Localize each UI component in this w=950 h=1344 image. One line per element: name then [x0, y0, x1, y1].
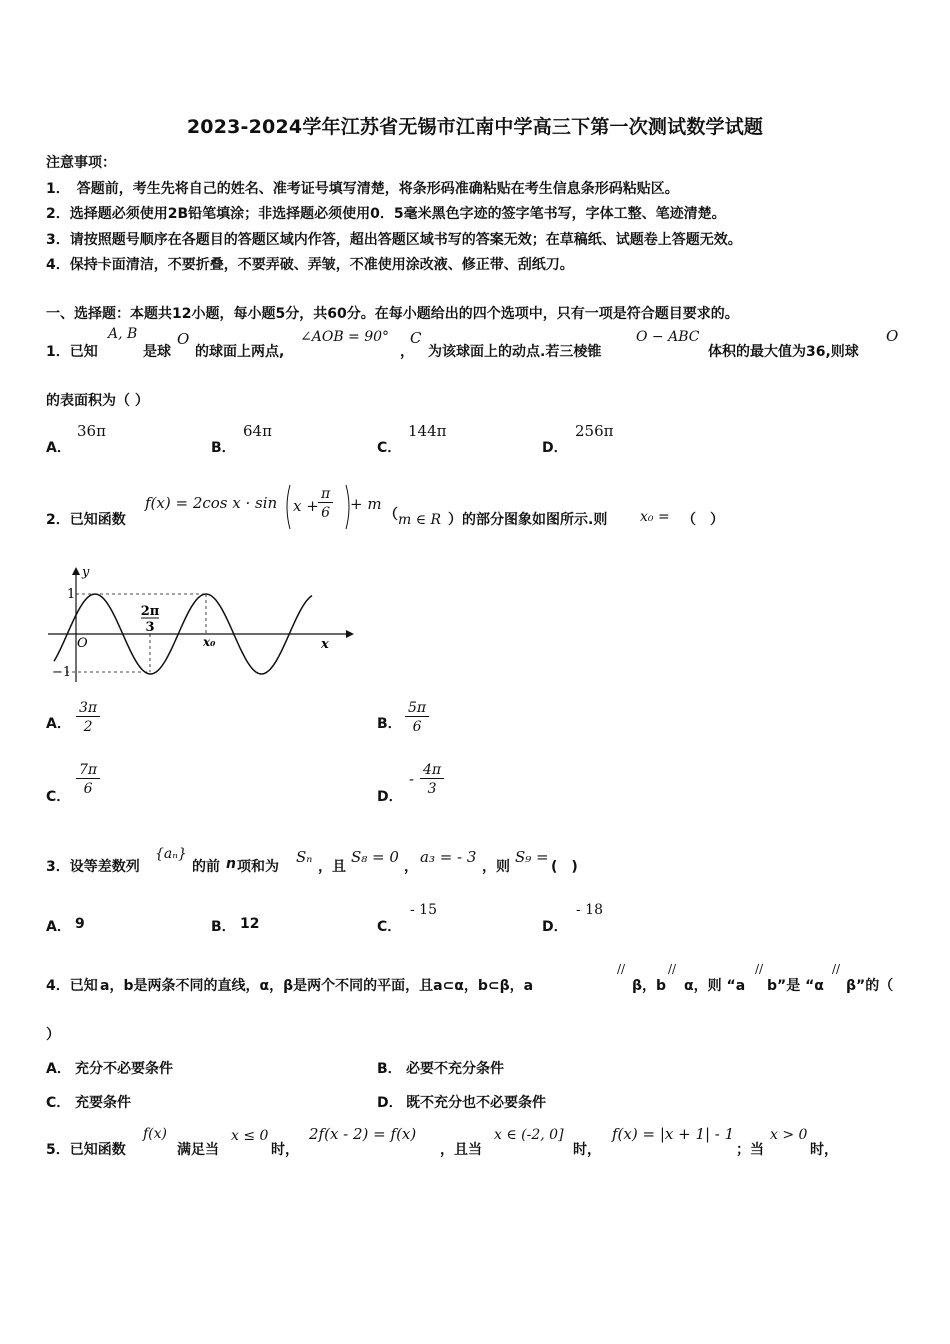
- q2-graph: [40, 560, 360, 688]
- q4-parallel-4: //: [832, 962, 841, 976]
- q4-text-3: β，b: [632, 978, 667, 994]
- q2-func-frac-den: 6: [321, 505, 331, 521]
- q2-func-c: + m: [350, 495, 382, 513]
- q4-text-5: b”是 “α: [767, 978, 824, 994]
- q5-math-4: x ∈ (-2, 0]: [494, 1127, 564, 1143]
- q3-a3: a₃ = - 3: [420, 848, 477, 866]
- notice-item-1: 1． 答题前，考生先将自己的姓名、准考证号填写清楚，将条形码准确粘贴在考生信息条形码粘贴区。: [46, 181, 679, 197]
- q2-x0: x₀ =: [640, 509, 670, 525]
- q2-option-d-sign: -: [409, 770, 415, 788]
- q5-text-1: 5．已知函数: [46, 1142, 126, 1158]
- q1-text-2: 是球: [143, 344, 171, 360]
- q4-parallel-2: //: [668, 962, 677, 976]
- q3-sn: Sₙ: [296, 848, 313, 866]
- q4-text-6: β”的（: [846, 978, 894, 994]
- q4-option-b-value: 必要不充分条件: [406, 1061, 504, 1077]
- q2-option-c-den: 6: [83, 781, 93, 797]
- graph-one-label: 1: [67, 587, 76, 602]
- q1-math-o2: O: [886, 327, 899, 345]
- q2-option-b-label[interactable]: B．: [377, 716, 402, 732]
- graph-x-label: x: [321, 637, 329, 652]
- q2-option-d-label[interactable]: D．: [377, 789, 403, 805]
- q5-text-2: 满足当: [177, 1142, 219, 1158]
- q5-text-7: 时，: [810, 1142, 838, 1158]
- q5-math-3: 2f(x - 2) = f(x): [309, 1125, 417, 1143]
- q4-text-1: 4．已知: [46, 978, 98, 994]
- graph-x-arrow: [346, 630, 354, 638]
- notice-item-3: 3．请按照题号顺序在各题目的答题区域内作答，超出答题区域书写的答案无效；在草稿纸、试题卷上答题无效。: [46, 232, 742, 248]
- q3-option-c-label[interactable]: C．: [377, 919, 402, 935]
- q1-math-ab: A, B: [108, 326, 138, 342]
- q3-option-b-label[interactable]: B．: [211, 919, 236, 935]
- q2-option-a-den: 2: [83, 719, 93, 735]
- graph-mark-num: 2π: [140, 604, 160, 619]
- q3-text-6: ，则: [482, 859, 510, 875]
- notice-item-2: 2．选择题必须使用2B铅笔填涂；非选择题必须使用0．5毫米黑色字迹的签字笔书写，字体工整、笔迹清楚。: [46, 206, 726, 222]
- q3-text-2: 的前: [192, 859, 220, 875]
- q1-option-b-value: 64π: [243, 422, 272, 440]
- graph-x0-label: x₀: [203, 635, 216, 649]
- q3-option-d-label[interactable]: D．: [542, 919, 568, 935]
- q3-option-a-label[interactable]: A．: [46, 919, 71, 935]
- q1-math-c: C: [410, 329, 422, 347]
- q2-option-b-num: 5π: [405, 700, 429, 717]
- q3-text-3: 项和为: [237, 859, 279, 875]
- q5-text-4: ，且当: [440, 1142, 482, 1158]
- q1-option-a-value: 36π: [77, 422, 106, 440]
- q3-option-b-value: 12: [240, 916, 260, 932]
- q1-option-d-label[interactable]: D．: [542, 440, 568, 456]
- q3-option-a-value: 9: [75, 916, 85, 932]
- q1-text-1: 1．已知: [46, 344, 98, 360]
- q5-text-3: 时，: [271, 1142, 299, 1158]
- q2-option-a-label[interactable]: A．: [46, 716, 71, 732]
- q1-math-angle: ∠AOB = 90°: [300, 329, 390, 345]
- q4-option-c-value: 充要条件: [75, 1095, 131, 1111]
- q2-option-c-num: 7π: [76, 762, 100, 779]
- graph-neg-one-label: −1: [52, 665, 72, 680]
- page-title: 2023-2024学年江苏省无锡市江南中学高三下第一次测试数学试题: [186, 116, 764, 138]
- q3-s9: S₉ =: [515, 848, 549, 866]
- graph-mark-den: 3: [145, 620, 155, 635]
- q2-option-d-frac: [420, 762, 444, 797]
- q1-math-o: O: [177, 330, 190, 348]
- q2-option-c-label[interactable]: C．: [46, 789, 71, 805]
- q1-text-3: 的球面上两点,: [195, 344, 285, 360]
- section-heading: 一、选择题：本题共12小题，每小题5分，共60分。在每小题给出的四个选项中，只有一项是符合题目要求的。: [46, 306, 739, 322]
- q5-text-5: 时，: [573, 1142, 601, 1158]
- q1-text-4: ，: [400, 344, 414, 360]
- q5-math-2: x ≤ 0: [231, 1128, 269, 1144]
- q2-condition: m ∈ R: [398, 512, 442, 528]
- q3-text-5: ，: [404, 859, 418, 875]
- q2-option-c-frac: [76, 762, 100, 797]
- q5-math-1: f(x): [143, 1126, 168, 1142]
- q3-n: n: [226, 856, 236, 872]
- q4-option-a-label[interactable]: A．: [46, 1061, 71, 1077]
- q4-option-d-value: 既不充分也不必要条件: [406, 1095, 546, 1111]
- q2-option-d-num: 4π: [420, 762, 444, 779]
- notice-heading: 注意事项：: [46, 155, 116, 171]
- q2-text-2: （: [384, 507, 398, 523]
- q3-option-c-value: - 15: [410, 902, 437, 918]
- q1-option-b-label[interactable]: B．: [211, 440, 236, 456]
- q5-text-6: ；当: [736, 1142, 764, 1158]
- q2-text-1: 2．已知函数: [46, 512, 126, 528]
- q1-text-7: 的表面积为（ ）: [46, 393, 149, 409]
- q1-text-6: 体积的最大值为36,则球: [708, 344, 859, 360]
- graph-origin-label: O: [77, 636, 88, 651]
- q1-option-c-value: 144π: [408, 422, 447, 440]
- q2-option-a-num: 3π: [76, 700, 100, 717]
- q3-text-7: ( ): [551, 859, 578, 875]
- q3-s8: S₈ = 0: [351, 848, 399, 866]
- q5-math-6: x > 0: [770, 1127, 808, 1143]
- q2-text-3: ）的部分图象如图所示.则: [448, 512, 608, 528]
- q1-text-5: 为该球面上的动点.若三棱锥: [428, 344, 602, 360]
- q3-seq: {aₙ}: [155, 846, 187, 862]
- q3-option-d-value: - 18: [576, 902, 603, 918]
- q1-option-c-label[interactable]: C．: [377, 440, 402, 456]
- q2-option-b-den: 6: [412, 719, 422, 735]
- q1-option-d-value: 256π: [575, 422, 614, 440]
- notice-item-4: 4．保持卡面清洁，不要折叠，不要弄破、弄皱，不准使用涂改液、修正带、刮纸刀。: [46, 257, 574, 273]
- q4-close: ）: [46, 1027, 60, 1043]
- q2-func-b: x +: [293, 497, 319, 515]
- q4-parallel-1: //: [617, 962, 626, 976]
- q2-func-frac: [318, 486, 333, 521]
- q2-option-d-den: 3: [427, 781, 437, 797]
- q4-option-c-label[interactable]: C．: [46, 1095, 71, 1111]
- q4-option-b-label[interactable]: B．: [377, 1061, 402, 1077]
- q2-func-a: f(x) = 2cos x · sin: [145, 494, 278, 512]
- q4-text-2: a，b是两条不同的直线，α，β是两个不同的平面，且a⊂α，b⊂β，a: [100, 978, 534, 994]
- q3-text-1: 3．设等差数列: [46, 859, 140, 875]
- q1-math-pyramid: O − ABC: [636, 329, 700, 345]
- q4-parallel-3: //: [755, 962, 764, 976]
- q3-text-4: ，且: [318, 859, 346, 875]
- q2-text-4: （ ）: [682, 512, 724, 528]
- q1-option-a-label[interactable]: A．: [46, 440, 71, 456]
- graph-y-arrow: [72, 567, 80, 575]
- q2-option-b-frac: [405, 700, 429, 735]
- q4-option-d-label[interactable]: D．: [377, 1095, 403, 1111]
- q2-option-a-frac: [76, 700, 100, 735]
- q5-math-5: f(x) = |x + 1| - 1: [612, 1125, 735, 1143]
- q2-func-frac-num: π: [318, 486, 333, 503]
- graph-y-label: y: [82, 565, 90, 580]
- q4-text-4: α，则 “a: [684, 978, 746, 994]
- q4-option-a-value: 充分不必要条件: [75, 1061, 173, 1077]
